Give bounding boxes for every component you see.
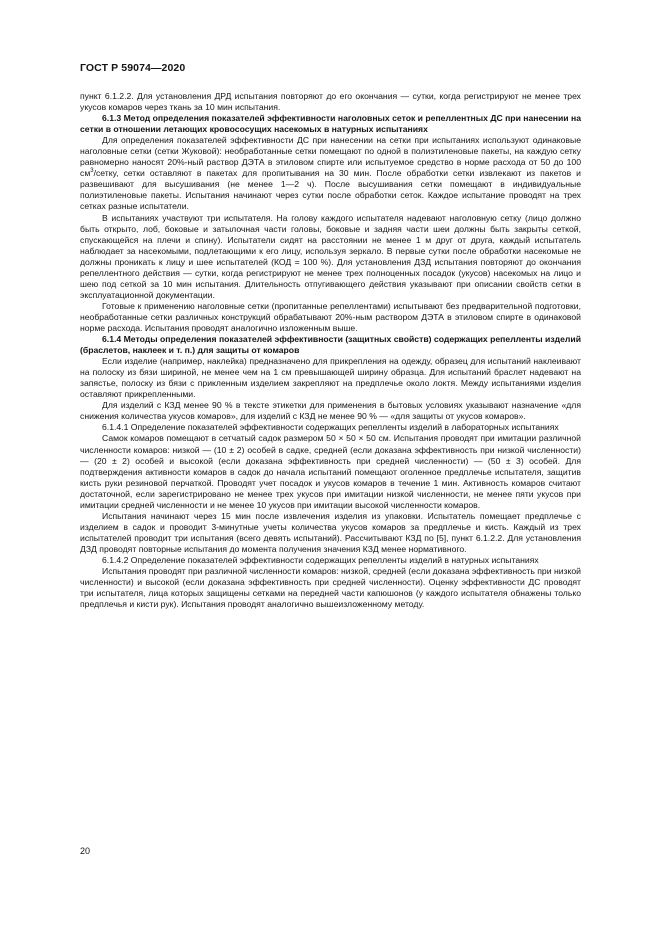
subsection-heading-6-1-4-2: 6.1.4.2 Определение показателей эффективности содержащих репелленты изделий в натурных испытаниях — [102, 554, 539, 565]
paragraph-text: /сетку, сетки оставляют в пакетах для пропитывания на 30 мин. После обработки сетки извлекают из пакетов и развешивают для высушивания (не менее 1—2 ч). После высушивания сетки помещают в индивидуальные полиэтиленовые пакеты. Испытания начинают через сутки после обработки сеток. Каждое испытание проводят на трех сетках разные испытатели. — [80, 168, 581, 212]
section-heading-6-1-4: 6.1.4 Методы определения показателей эффективности (защитных свойств) содержащих репелленты изделий (браслетов, наклеек и т. п.) для защиты от комаров — [80, 334, 581, 356]
paragraph: Самок комаров помещают в сетчатый садок размером 50 × 50 × 50 см. Испытания проводят при имитации различной численности комаров: низкой — (10 ± 2) особей в садке, средней (если доказана эффективность при низкой численности) — (20 ± 2) особей и высокой (если доказана эффективность при средней численности) — (50 ± 3) особей. Для подтверждения активности комаров в садок до начала испытаний помещают оголенное предплечье испытателя, защитив кисть руки резиновой перчаткой. Проводят учет посадок и укусов комаров в течение 1 мин. Активность комаров считают достаточной, если зарегистрировано не менее трех укусов при имитации низкой численности, не менее пяти укусов при имитации средней численности и не менее 10 укусов при имитации высокой численности комаров. — [80, 433, 581, 510]
paragraph-text: Для определения показателей эффективности ДС при нанесении на сетки при испытаниях используют одинаковые наголовные сетки (сетки Жуковой): необработанные сетки помещают по одной в полиэтиленовые пакеты, на каждую сетку равномерно наносят 20%-ный раствор ДЭТА в этиловом спирте или испытуемое средство в норме расхода от 50 до 100 см — [80, 135, 581, 179]
paragraph — [80, 135, 581, 212]
section-heading-6-1-3: 6.1.3 Метод определения показателей эффективности наголовных сеток и репеллентных ДС при нанесении на сетки в отношении летающих кровососущих насекомых в натурных испытаниях — [80, 113, 581, 135]
subsection-heading-6-1-4-1: 6.1.4.1 Определение показателей эффективности содержащих репелленты изделий в лабораторных испытаниях — [102, 422, 559, 433]
document-header: ГОСТ Р 59074—2020 — [80, 62, 186, 74]
paragraph: Испытания начинают через 15 мин после извлечения изделия из упаковки. Испытатель помещает предплечье с изделием в садок и проводит 3-минутные учеты количества укусов комаров за предплечье и кисть. Каждый из трех испытателей проводит три испытания (всего девять испытаний). Рассчитывают КЗД по [5], пункт 6.1.2.2. Для установления ДЗД проводят повторные испытания до момента получения значения КЗД менее нормативного. — [80, 510, 581, 554]
superscript: 3 — [90, 168, 94, 175]
paragraph: В испытаниях участвуют три испытателя. На голову каждого испытателя надевают наголовную сетку (лицо должно быть открыто, лоб, боковые и затылочная части головы, боковые и задняя части шеи должны быть закрыты сеткой, спускающейся на плечи и спину). Испытатели сидят на расстоянии не менее 1 м друг от друга, каждый испытатель наблюдает за насекомыми, подлетающими к его лицу, используя зеркало. В первые сутки после обработки насекомые не должны проникать к лицу и шее испытателей (КОД = 100 %). Для установления ДЗД испытания повторяют до окончания репеллентного действия — сутки, когда регистрируют не менее трех полноценных посадок (укусов) насекомых на лицо и шею под сеткой за 10 мин испытания. Длительность отпугивающего действия указывают при описании свойств сетки в эксплуатационной документации. — [80, 212, 581, 300]
paragraph: Для изделий с КЗД менее 90 % в тексте этикетки для применения в бытовых условиях указывают назначение «для снижения количества укусов комаров», для изделий с КЗД не менее 90 % — «для защиты от укусов комаров». — [80, 400, 581, 422]
paragraph: Готовые к применению наголовные сетки (пропитанные репеллентами) испытывают без предварительной подготовки, необработанные сетки различных конструкций обрабатывают 20%-ным раствором ДЭТА в этиловом спирте в одинаковой норме расхода. Испытания проводят аналогично изложенным выше. — [80, 300, 581, 333]
paragraph: пункт 6.1.2.2. Для установления ДРД испытания повторяют до его окончания — сутки, когда регистрируют не менее трех укусов комаров через ткань за 10 мин испытания. — [80, 91, 581, 113]
paragraph: Если изделие (например, наклейка) предназначено для прикрепления на одежду, образец для испытаний наклеивают на полоску из бязи шириной, не менее чем на 1 см превышающей ширину образца. Для испытаний браслет надевают на запястье, полоску из бязи с прикленным изделием закрепляют на предплечье около локтя. Между испытаниями изделия оставляют прикрепленными. — [80, 356, 581, 400]
paragraph: Испытания проводят при различной численности комаров: низкой, средней (если доказана эффективность при низкой численности) и высокой (если доказана эффективность при средней численности). Оценку эффективности ДС проводят три испытателя, лица которых защищены сетками на передней части капюшонов (у каждого испытателя обнажены только предплечья и кисти рук). Испытания проводят аналогично вышеизложенному методу. — [80, 566, 581, 610]
document-body — [80, 91, 581, 610]
page-number: 20 — [80, 846, 91, 856]
